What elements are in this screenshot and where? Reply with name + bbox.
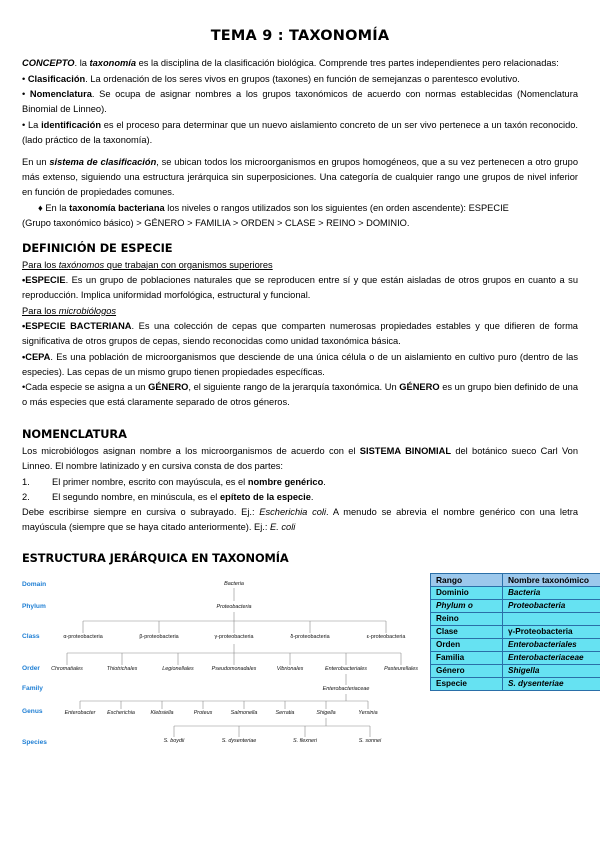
- bullet-text: . Se ocupa de asignar nombres a los grupos taxonómicos de acuerdo con normas establecidas (Nomenclatura Binomial de Linneo).: [22, 89, 578, 115]
- list-number: 1.: [22, 476, 30, 487]
- tree-node-order-legionellales: Legionellales: [162, 666, 194, 673]
- tree-node-class-epsilon: ε-proteobacteria: [366, 634, 406, 641]
- sistema-pre: En un: [22, 157, 50, 168]
- table-row: [431, 626, 600, 639]
- table-row: [431, 639, 600, 652]
- rank-label-class: Class: [22, 633, 40, 641]
- taxonomia-bacteriana-line: [22, 201, 578, 216]
- subheading-pre: Para los: [22, 259, 59, 270]
- subheading-pre: Para los: [22, 305, 59, 316]
- list-text: [52, 490, 314, 505]
- taxonomy-diagram: [22, 571, 589, 761]
- tree-node-order-chromatiales: Chromatiales: [51, 666, 83, 673]
- concepto-paragraph: [22, 56, 578, 71]
- rank-label-species: Species: [22, 739, 47, 747]
- tree-node-species-dysenteriae: S. dysenteriae: [221, 738, 257, 745]
- diamond-text: los niveles o rangos utilizados son los siguientes (en orden ascendente): ESPECIE: [164, 202, 509, 213]
- tree-node-order-pasteurellales: Pasteurellales: [384, 666, 418, 673]
- tree-node-genus-enterobacter: Enterobacter: [64, 710, 96, 717]
- genero-d: GÉNERO: [399, 382, 440, 393]
- nomenclatura-p1-c: del botánico sueco Carl Von Linneo. El nombre latinizado y en cursiva consta de dos partes:: [22, 445, 578, 472]
- table-row: [431, 587, 600, 600]
- tree-node-class-alpha: α-proteobacteria: [63, 634, 103, 641]
- table-header-rango: Rango: [431, 574, 503, 587]
- tree-node-species-boydii: S. boydii: [163, 738, 185, 745]
- table-header-row: [431, 574, 600, 587]
- table-cell-rank: Género: [431, 665, 503, 678]
- tree-node-class-beta: β-proteobacteria: [139, 634, 179, 641]
- table-row: [431, 600, 600, 613]
- cepa-term: •CEPA: [22, 351, 51, 362]
- table-cell-name: Enterobacteriaceae: [503, 652, 600, 665]
- table-row: [431, 613, 600, 626]
- tree-node-genus-serratia: Serratia: [275, 710, 295, 717]
- table-cell-name: Enterobacteriales: [503, 639, 600, 652]
- spacer: [22, 535, 578, 542]
- tree-node-class-gamma: γ-proteobacteria: [214, 634, 254, 641]
- concepto-label: CONCEPTO: [22, 58, 75, 68]
- rank-label-family: Family: [22, 685, 43, 693]
- subheading-emphasis: taxónomos: [58, 259, 105, 270]
- bullet-marker: •: [22, 89, 30, 100]
- list-text-a: El segundo nombre, en minúscula, es el: [52, 491, 220, 502]
- genero-c: , el siguiente rango de la jerarquía taxonómica. Un: [188, 382, 400, 393]
- bullet-term: Nomenclatura: [29, 89, 92, 100]
- cepa-definition: [22, 350, 578, 380]
- nomenclatura-p1-a: Los microbiólogos asignan nombre a los microorganismos de acuerdo con el: [22, 445, 360, 456]
- table-cell-name: Proteobacteria: [503, 600, 600, 613]
- concepto-emphasis: taxonomía: [89, 58, 137, 68]
- diamond-marker: ♦ En la: [38, 202, 70, 213]
- nomenclatura-paragraph: [22, 444, 578, 474]
- list-number: 2.: [22, 491, 30, 502]
- tree-node-genus-shigella: Shigella: [316, 710, 336, 717]
- bullet-marker: • La: [22, 119, 42, 130]
- escritura-a: Debe escribirse siempre en cursiva o subrayado. Ej.:: [22, 506, 260, 517]
- concepto-text-1: . la: [74, 58, 90, 68]
- tree-node-order-vibrionales: Vibrionales: [276, 666, 304, 673]
- table-header-nombre: Nombre taxonómico: [503, 574, 600, 587]
- especie-bacteriana-definition: [22, 319, 578, 349]
- table-cell-rank: Orden: [431, 639, 503, 652]
- table-cell-rank: Especie: [431, 678, 503, 691]
- subheading-taxonomos: [22, 258, 578, 273]
- tree-node-phylum: Proteobacteria: [216, 604, 252, 611]
- list-text-c: .: [323, 476, 326, 487]
- sistema-emphasis: sistema de clasificación: [49, 157, 157, 168]
- rank-order-line: (Grupo taxonómico básico) > GÉNERO > FAMILIA > ORDEN > CLASE > REINO > DOMINIO.: [22, 218, 410, 229]
- genero-definition: [22, 380, 578, 410]
- table-cell-name: γ-Proteobacteria: [503, 626, 600, 639]
- table-cell-rank: Phylum o: [431, 600, 503, 613]
- tree-connectors: [22, 571, 422, 756]
- list-text-b: epíteto de la especie: [219, 491, 311, 502]
- example-e-coli: E. coli: [270, 521, 296, 532]
- list-text-a: El primer nombre, escrito con mayúscula, es el: [52, 476, 248, 487]
- subheading-emphasis: microbiólogos: [58, 305, 117, 316]
- heading-estructura-jerarquica: ESTRUCTURA JERÁRQUICA EN TAXONOMÍA: [22, 551, 289, 566]
- bullet-identificacion: [22, 118, 578, 148]
- tree-node-genus-salmonella: Salmonella: [230, 710, 258, 717]
- bullet-text: es el proceso para determinar que un nuevo aislamiento concreto de un ser vivo pertenece a un taxón reconocido. (lado práctico de la taxonomía).: [22, 119, 578, 145]
- tree-node-order-thiotrichales: Thiotrichales: [106, 666, 138, 673]
- especie-definition: [22, 273, 578, 303]
- list-text-b: nombre genérico: [247, 476, 324, 487]
- rank-label-domain: Domain: [22, 581, 47, 589]
- bullet-term: identificación: [41, 119, 102, 130]
- cepa-text: . Es una población de microorganismos que desciende de una única célula o de un aislamiento en cultivo puro (dentro de las especies). Las cepas de un mismo grupo tienen propiedades específicas.: [22, 351, 578, 377]
- tree-node-genus-escherichia: Escherichia: [107, 710, 135, 717]
- table-cell-rank: Dominio: [431, 587, 503, 600]
- rank-label-genus: Genus: [22, 708, 43, 716]
- escritura-paragraph: [22, 505, 578, 535]
- diamond-emphasis: taxonomía bacteriana: [69, 202, 165, 213]
- table-cell-rank: Clase: [431, 626, 503, 639]
- table-cell-name: Shigella: [503, 665, 600, 678]
- tree-node-genus-proteus: Proteus: [193, 710, 213, 717]
- bullet-nomenclatura: [22, 87, 578, 117]
- especie-bacteriana-term: •ESPECIE BACTERIANA: [22, 321, 132, 332]
- bullet-text: . La ordenación de los seres vivos en grupos (taxones) en función de semejanzas o parentesco evolutivo.: [85, 73, 520, 84]
- spacer: [22, 148, 578, 155]
- example-escherichia-coli: Escherichia coli: [259, 506, 327, 517]
- list-item: [22, 475, 578, 490]
- table-row: [431, 678, 600, 691]
- heading-nomenclatura: NOMENCLATURA: [22, 426, 127, 441]
- sistema-binomial-term: SISTEMA BINOMIAL: [359, 445, 452, 456]
- tree-node-species-sonnei: S. sonnei: [358, 738, 382, 745]
- list-item: [22, 490, 578, 505]
- table-cell-rank: Reino: [431, 613, 503, 626]
- tree-node-family-enterobacteriaceae: Enterobacteriaceae: [322, 686, 370, 693]
- table-cell-name: [503, 613, 600, 626]
- tree-node-order-pseudomonadales: Pseudomonadales: [211, 666, 257, 673]
- genero-a: •Cada especie se asigna a un: [22, 382, 149, 393]
- escritura-b: . A menudo se abrevia el nombre genérico con una letra mayúscula (siempre que se haya citado anteriormente). Ej.:: [22, 506, 578, 532]
- subheading-microbiologos: [22, 304, 578, 319]
- tree-node-class-delta: δ-proteobacteria: [290, 634, 330, 641]
- bullet-term: Clasificación: [27, 73, 86, 84]
- rank-label-phylum: Phylum: [22, 603, 46, 611]
- table-row: [431, 652, 600, 665]
- page-title: TEMA 9 : TAXONOMÍA: [210, 28, 390, 44]
- bullet-marker: •: [22, 73, 28, 84]
- genero-e: es un grupo bien definido de una o más especies que está claramente separado de otros géneros.: [22, 382, 579, 408]
- rank-table: [430, 573, 600, 691]
- tree-node-genus-yersinia: Yersinia: [358, 710, 378, 717]
- table-row: [431, 665, 600, 678]
- bullet-clasificacion: [22, 72, 578, 87]
- tree-node-species-flexneri: S. flexneri: [293, 738, 317, 745]
- tree-node-order-enterobacteriales: Enterobacteriales: [325, 666, 367, 673]
- especie-term: •ESPECIE: [22, 275, 66, 286]
- sistema-post: , se ubican todos los microorganismos en grupos homogéneos, que a su vez pertenecen a otro grupo más extenso, siguiendo una estructura jerárquica sin superposiciones. Una categoría de cualquier rango une grupos de nivel inferior en función de propiedades comunes.: [22, 157, 578, 198]
- especie-bacteriana-text: . Es una colección de cepas que comparten numerosas propiedades estables y que difieren de forma significativa de otros grupos de cepas, siendo reconocidas como unidad taxonómica básica.: [22, 321, 578, 347]
- list-text-c: .: [310, 491, 314, 502]
- list-text: [52, 475, 326, 490]
- rank-label-order: Order: [22, 665, 40, 673]
- tree-node-genus-klebsiella: Klebsiella: [150, 710, 174, 717]
- concepto-text-2: es la disciplina de la clasificación biológica. Comprende tres partes independientes pero relacionadas:: [136, 58, 559, 68]
- heading-definicion-especie: DEFINICIÓN DE ESPECIE: [22, 240, 173, 255]
- table-cell-name: S. dysenteriae: [503, 678, 600, 691]
- subheading-post: que trabajan con organismos superiores: [104, 259, 273, 270]
- genero-b: GÉNERO: [148, 382, 189, 393]
- table-cell-name: Bacteria: [503, 587, 600, 600]
- especie-text: . Es un grupo de poblaciones naturales que se reproducen entre sí y que están aisladas de otros grupos en cuanto a su reproducción. Implica uniformidad morfológica, estructural y funcional.: [22, 275, 578, 301]
- table-cell-rank: Familia: [431, 652, 503, 665]
- spacer: [22, 411, 578, 418]
- tree-node-domain: Bacteria: [224, 581, 244, 588]
- sistema-clasificacion-paragraph: [22, 155, 578, 200]
